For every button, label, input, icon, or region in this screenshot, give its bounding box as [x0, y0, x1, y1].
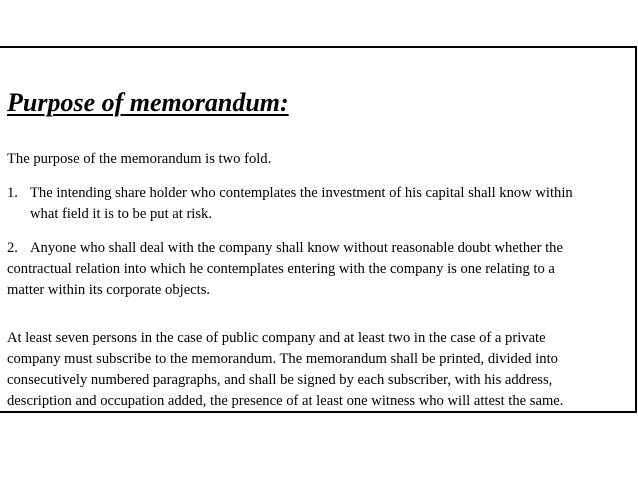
point-2-line-1	[7, 238, 563, 259]
point-1-number: 1.	[7, 185, 18, 201]
point-2-line-2: contractual relation into which he contemplates entering with the company is one relating to a	[7, 261, 555, 277]
point-2-text: Anyone who shall deal with the company shall know without reasonable doubt whether the	[30, 240, 563, 256]
point-1-line-2: what field it is to be put at risk.	[30, 206, 212, 222]
point-1-line-1	[7, 183, 573, 204]
point-2-line-3: matter within its corporate objects.	[7, 282, 211, 298]
closing-line-4: description and occupation added, the presence of at least one witness who will attest the same.	[7, 393, 564, 409]
closing-line-2: company must subscribe to the memorandum. The memorandum shall be printed, divided into	[7, 351, 558, 367]
point-2-number: 2.	[7, 240, 18, 256]
closing-line-1: At least seven persons in the case of public company and at least two in the case of a private	[7, 330, 546, 346]
closing-line-3: consecutively numbered paragraphs, and shall be signed by each subscriber, with his address,	[7, 372, 553, 388]
page-title: Purpose of memorandum:	[7, 88, 289, 117]
intro-paragraph: The purpose of the memorandum is two fold.	[7, 151, 272, 167]
point-1-text: The intending share holder who contemplates the investment of his capital shall know within	[30, 185, 573, 201]
